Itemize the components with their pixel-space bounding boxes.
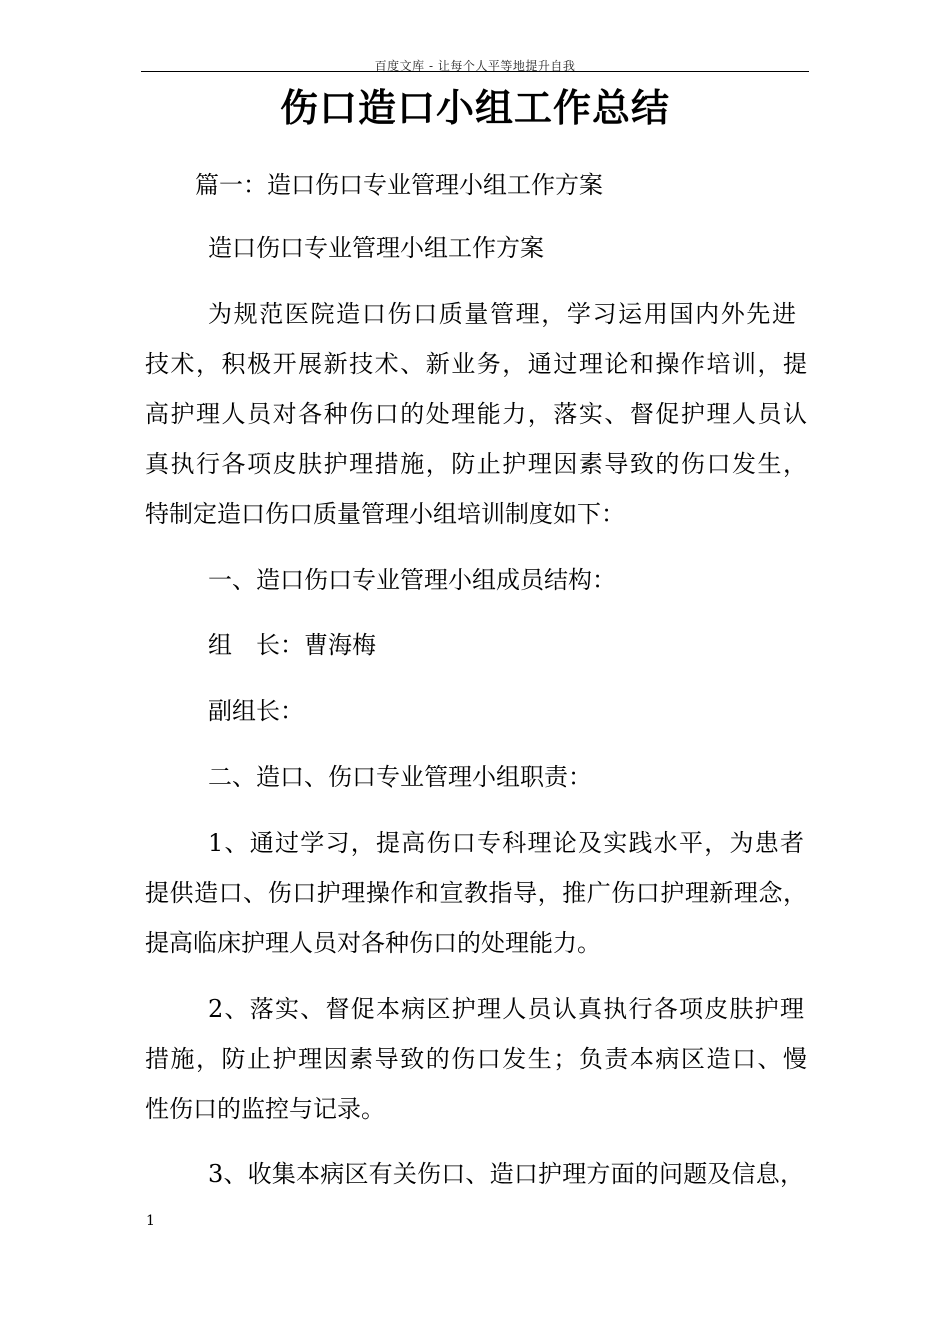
duty-item-line: 措施，防止护理因素导致的伤口发生；负责本病区造口、慢	[145, 1045, 807, 1073]
duty-item-line: 提高临床护理人员对各种伤口的处理能力。	[145, 929, 601, 957]
paragraph-line: 为规范医院造口伤口质量管理，学习运用国内外先进	[208, 300, 796, 328]
deputy-leader-line: 副组长：	[208, 697, 304, 725]
leader-line: 组 长：曹海梅	[208, 631, 376, 659]
document-title: 伤口造口小组工作总结	[279, 85, 670, 130]
paragraph-line: 技术，积极开展新技术、新业务，通过理论和操作培训，提	[145, 350, 807, 378]
duty-item-line: 性伤口的监控与记录。	[145, 1095, 385, 1123]
duty-item-line: 1、通过学习，提高伤口专科理论及实践水平，为患者	[208, 829, 804, 857]
plan-subtitle: 造口伤口专业管理小组工作方案	[208, 234, 544, 262]
page-header-text: 百度文库 - 让每个人平等地提升自我	[374, 59, 576, 73]
duty-item-line: 提供造口、伤口护理操作和宣教指导，推广伤口护理新理念，	[145, 879, 807, 907]
paragraph-line: 特制定造口伤口质量管理小组培训制度如下：	[145, 500, 625, 528]
paragraph-line: 高护理人员对各种伤口的处理能力，落实、督促护理人员认	[145, 400, 807, 428]
header-divider	[141, 71, 809, 72]
section-heading-members: 一、造口伤口专业管理小组成员结构：	[208, 566, 616, 594]
page-number: 1	[146, 1213, 155, 1229]
paragraph-line: 真执行各项皮肤护理措施，防止护理因素导致的伤口发生，	[145, 450, 807, 478]
duty-item-line: 3、收集本病区有关伤口、造口护理方面的问题及信息，	[208, 1160, 804, 1188]
section-heading-1: 篇一：造口伤口专业管理小组工作方案	[195, 171, 603, 199]
section-heading-duties: 二、造口、伤口专业管理小组职责：	[208, 763, 592, 791]
duty-item-line: 2、落实、督促本病区护理人员认真执行各项皮肤护理	[208, 995, 804, 1023]
